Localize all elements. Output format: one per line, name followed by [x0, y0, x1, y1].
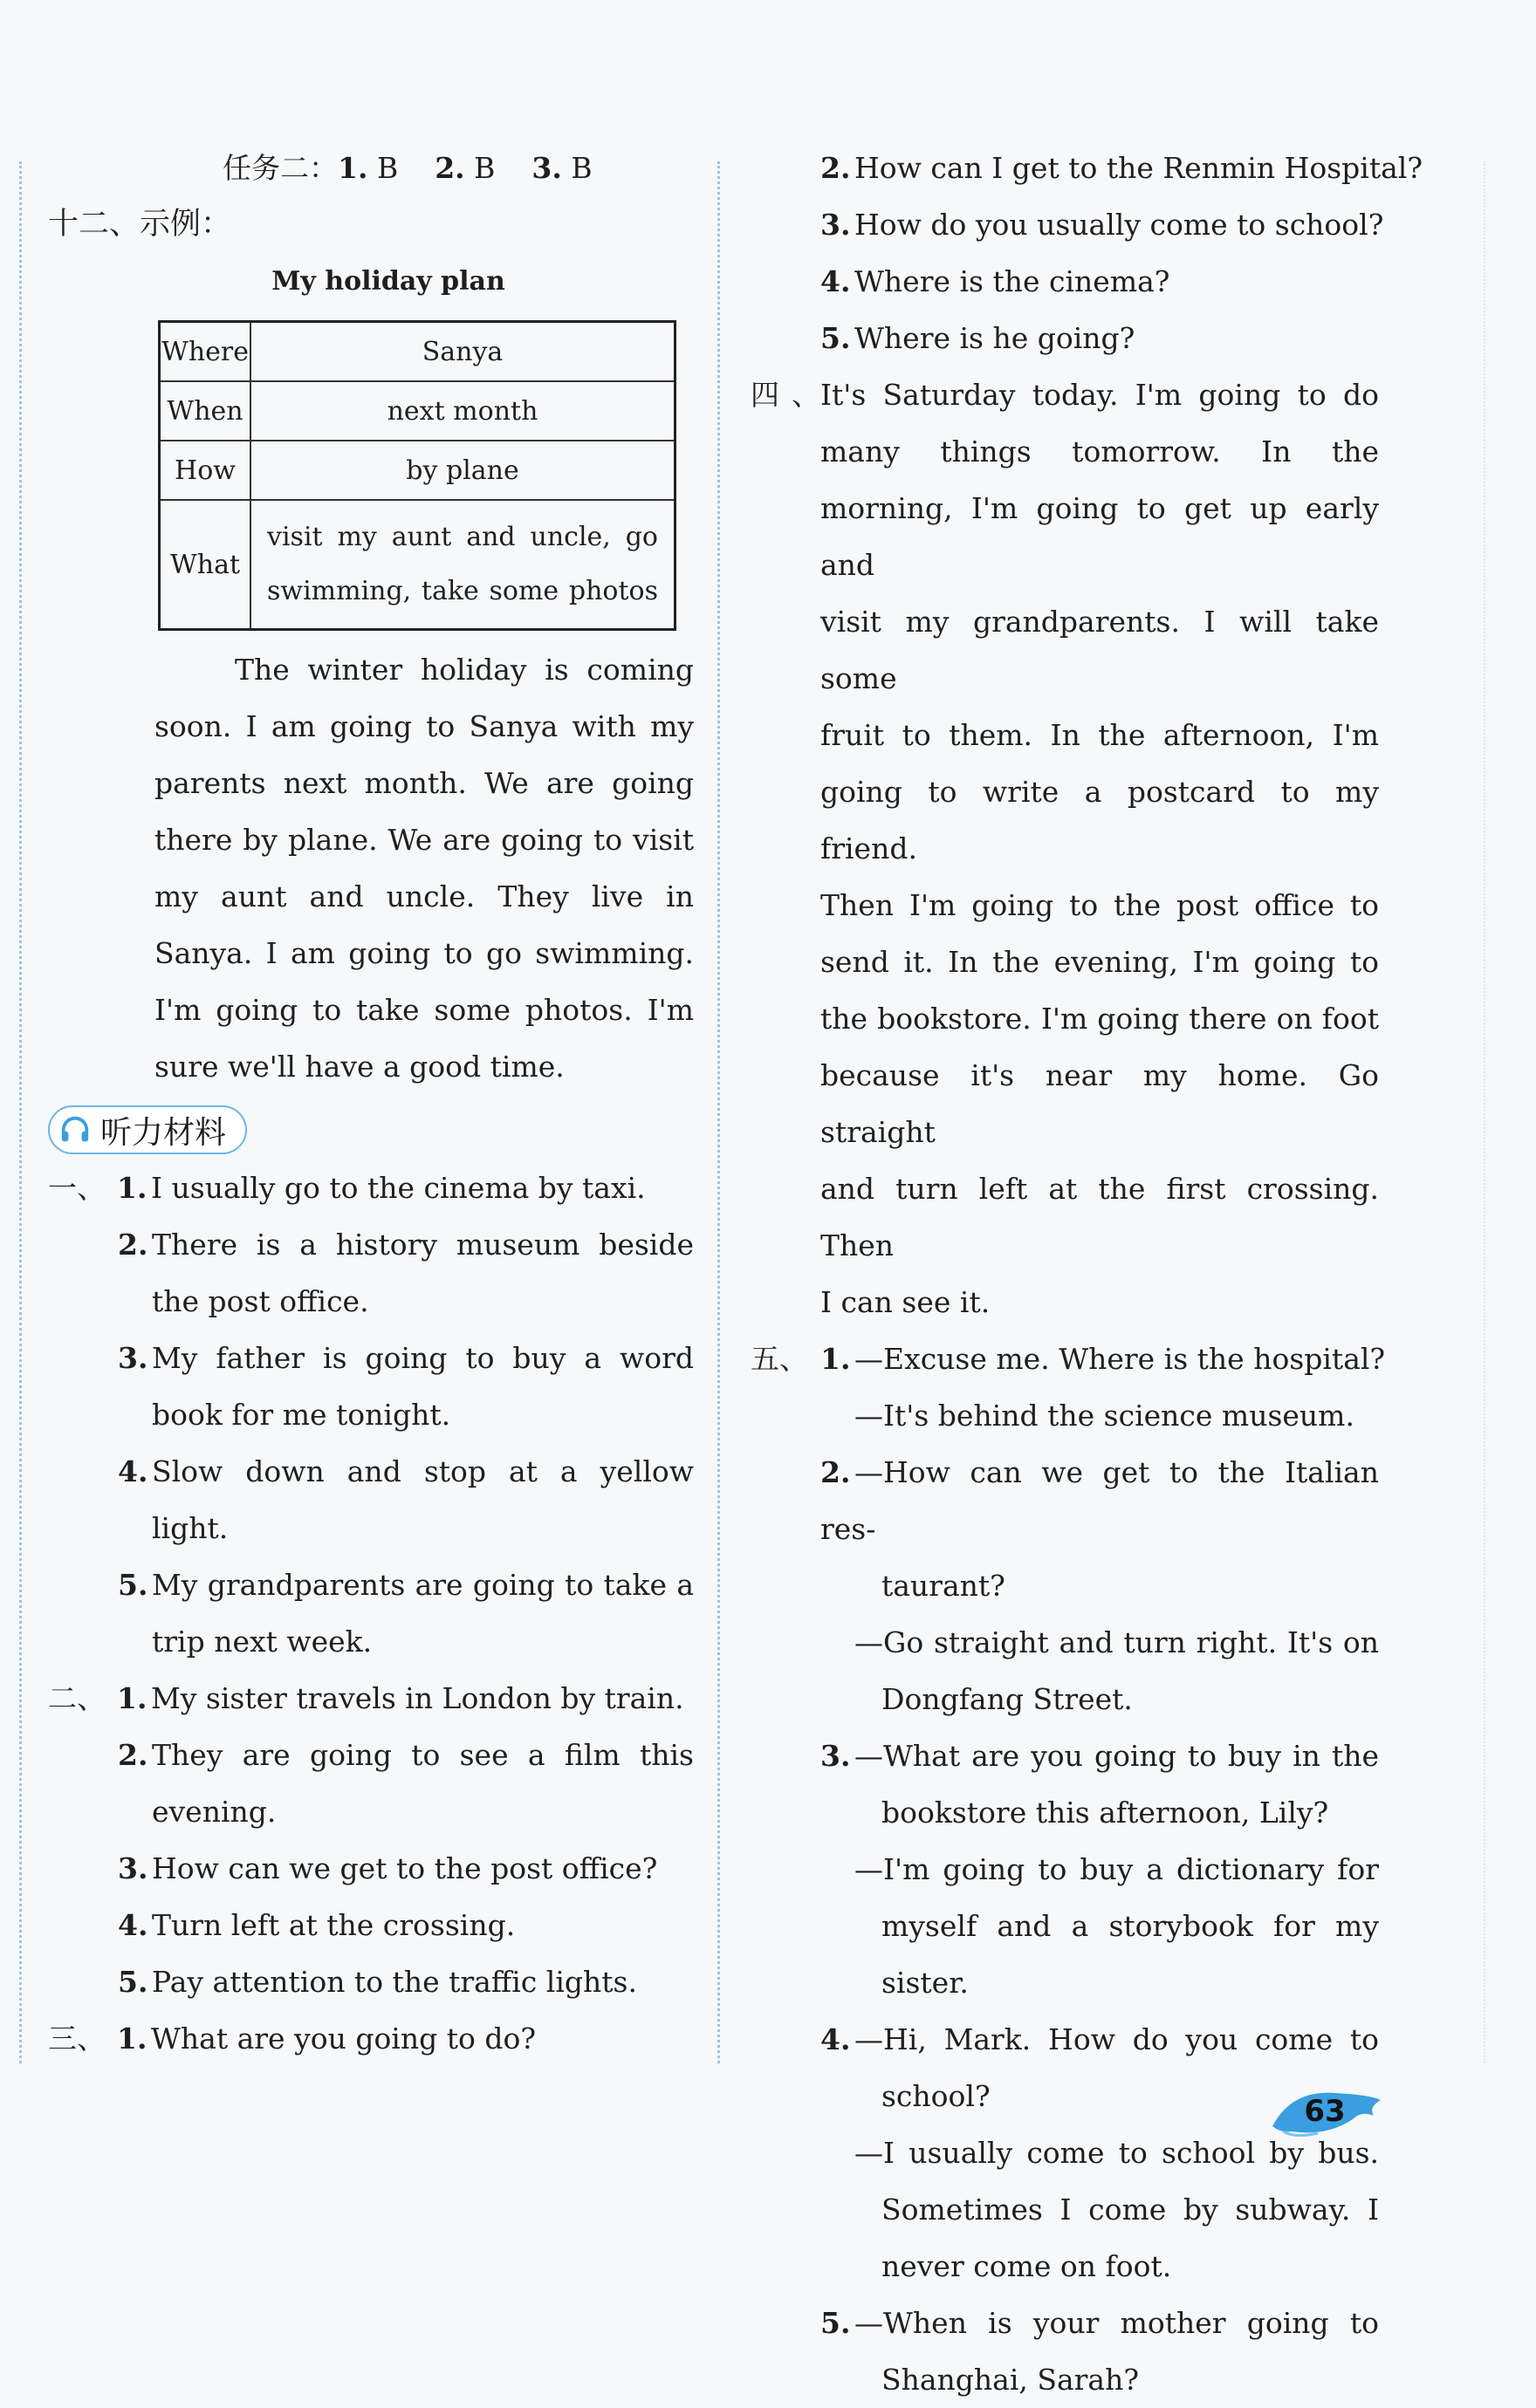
listening-section-2: 二、 1. My sister travels in London by train. 2. They are going to see a film this evening. 3. How can we get to the post office? 4. Turn left at the crossing. 5. Pay attention to the traffic lights. — [48, 1681, 694, 1999]
essay-paragraph: The winter holiday is coming soon. I am going to Sanya with my parents next month. We are going there by plane. We are going to visit my aunt and uncle. They live in Sanya. I am going to go swimming. I'm going to take some photos. I'm sure we'll have a good time. — [154, 653, 694, 1084]
section-12-heading: 十二、示例： — [48, 207, 232, 242]
listening-section-3-continued: 2. How can I get to the Renmin Hospital? 3. How do you usually come to school? 4. Where is the cinema? 5. Where is he going? — [820, 151, 1423, 355]
page-number-badge — [1265, 2081, 1388, 2142]
listening-section-4: 四、It's Saturday today. I'm going to do many things tomorrow. In the morning, I'm going to get up early and visit my grandparents. I will take some fruit to them. In the afternoon, I'm going to write a postcard to my friend. Then I'm going to the post office to send it. In the evening, I'm going to the bookstore. I'm going there on foot because it's near my home. Go straight and turn left at the first crossing. Then I can see it. — [751, 378, 1379, 1319]
headphones-icon — [58, 1113, 92, 1146]
table-row: What visit my aunt and uncle, go swimming, take some photos — [160, 500, 675, 630]
task2-answers: 任务二：1. B 2. B 3. B — [223, 151, 593, 185]
listening-section-1: 一、 1. I usually go to the cinema by taxi. 2. There is a history museum beside the post office. 3. My father is going to buy a word book for me tonight. 4. Slow down and stop at a yellow light. 5. My grandparents are going to take a trip next week. — [48, 1171, 694, 1659]
page-number: 63 — [1304, 2094, 1346, 2129]
holiday-plan-table — [158, 320, 676, 631]
task2-label: 任务二： — [223, 151, 338, 185]
left-margin-divider — [19, 161, 22, 2063]
plan-title: My holiday plan — [271, 266, 505, 297]
listening-section-3: 三、 1. What are you going to do? — [48, 2021, 537, 2056]
table-row: When next month — [160, 381, 675, 441]
listening-section-5: 五、 1. —Excuse me. Where is the hospital? —It's behind the science museum. 2. —How can we get to the Italian res- taurant? —Go straight and turn right. It's on Dongfang Street. 3. —What are you going to buy in the bookstore this afternoon, Lily? —I'm going to buy a dictionary for myself and a storybook for my sister. 4. —Hi, Mark. How do you come to school? —I usually come to school by bus. Sometimes I come by subway. I never come on foot. 5. —When is your mother going to Shanghai, Sarah? — [751, 1342, 1386, 2397]
left-column — [48, 140, 694, 2067]
right-margin-divider — [1484, 161, 1485, 2063]
right-column — [751, 140, 1423, 2408]
table-row: How by plane — [160, 441, 675, 500]
column-divider — [717, 161, 720, 2063]
table-row: Where Sanya — [160, 322, 675, 382]
listening-materials-badge: 听力材料 — [48, 1105, 247, 1154]
